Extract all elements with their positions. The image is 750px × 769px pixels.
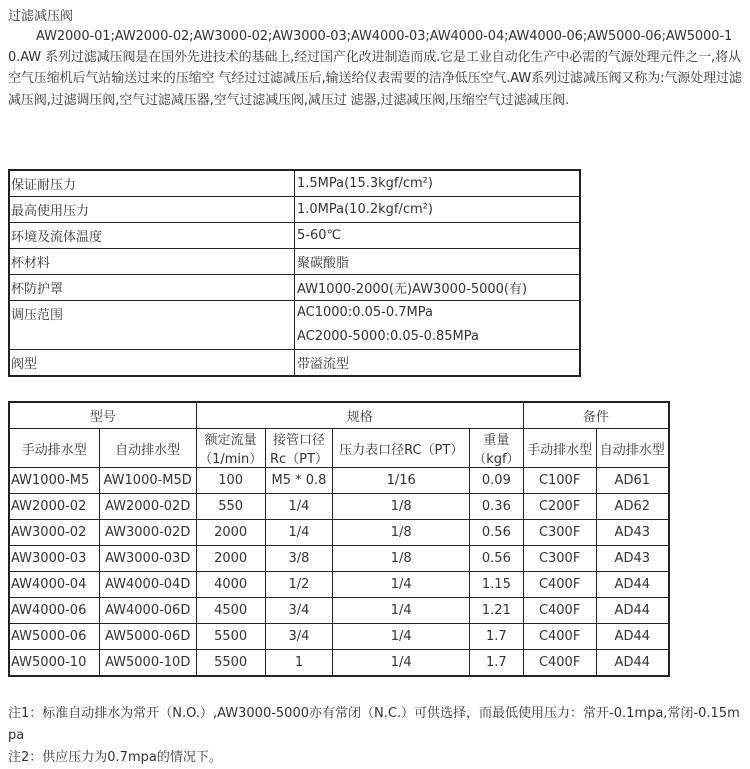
acc-manual-cell: C100F: [523, 468, 596, 494]
spec-value-line: AC1000:0.05-0.7MPa: [297, 305, 433, 320]
acc-auto-header: 自动排水型: [596, 429, 669, 468]
spec-value: [295, 301, 581, 350]
manual-model-cell: AW3000-02: [9, 520, 99, 546]
port-cell: 3/8: [265, 546, 333, 572]
spec-value: 5-60℃: [295, 223, 581, 249]
flow-cell: 2000: [196, 546, 265, 572]
weight-cell: 0.09: [470, 468, 524, 494]
acc-manual-cell: C400F: [523, 624, 596, 650]
table-row: [9, 598, 669, 624]
weight-cell: 1.7: [470, 650, 524, 677]
manual-model-cell: AW5000-06: [9, 624, 99, 650]
spec-value: 带溢流型: [295, 350, 581, 377]
manual-model-cell: AW2000-02: [9, 494, 99, 520]
table-row: [9, 494, 669, 520]
gauge-cell: 1/16: [333, 468, 470, 494]
flow-cell: 5500: [196, 624, 265, 650]
flow-cell: 550: [196, 494, 265, 520]
port-cell: 1/4: [265, 494, 333, 520]
weight-cell: 0.56: [470, 546, 524, 572]
accessory-header: 备件: [523, 402, 669, 429]
auto-model-cell: AW4000-06D: [99, 598, 196, 624]
spec-value: 聚碳酸脂: [295, 249, 581, 275]
manual-model-cell: AW4000-06: [9, 598, 99, 624]
spec-row: [9, 275, 580, 301]
page-title: 过滤减压阀: [8, 9, 74, 24]
auto-model-cell: AW5000-10D: [99, 650, 196, 677]
note-2: 注2：供应压力为0.7mpa的情况下。: [8, 750, 222, 765]
model-rows: [9, 468, 669, 677]
gauge-cell: 1/4: [333, 572, 470, 598]
acc-manual-cell: C300F: [523, 520, 596, 546]
port-header: [265, 429, 333, 468]
acc-manual-cell: C300F: [523, 546, 596, 572]
acc-manual-cell: C400F: [523, 598, 596, 624]
flow-cell: 5500: [196, 650, 265, 677]
acc-auto-cell: AD61: [596, 468, 669, 494]
table-row: [9, 468, 669, 494]
gauge-cell: 1/8: [333, 546, 470, 572]
weight-unit: （kgf）: [473, 452, 520, 467]
weight-cell: 1.21: [470, 598, 524, 624]
gauge-cell: 1/8: [333, 494, 470, 520]
acc-auto-cell: AD44: [596, 572, 669, 598]
intro-paragraph: AW2000-01;AW2000-02;AW3000-02;AW3000-03;AW4000-03;AW4000-04;AW4000-06;AW5000-06;AW5000-10.AW 系列过滤减压阀是在国外先进技术的基础上,经过国产化改进制造而成.它是工业自动化生产中必需的气源处理元件之一,将从空气压缩机后气站输送过来的压缩空 气经过过滤减压后,输送给仪表需要的洁净低压空气.AW系列过滤减压阀又称为:气源处理过滤减压阀,过滤调压阀,空气过滤减压器,空气过滤减压阀,减压过 滤器,过滤减压阀,压缩空气过滤减压阀.: [8, 29, 742, 108]
gauge-cell: 1/8: [333, 520, 470, 546]
notes: [8, 703, 746, 769]
rated-flow-label: 额定流量: [204, 433, 257, 448]
auto-model-cell: AW1000-M5D: [99, 468, 196, 494]
spec-label: 保证耐压力: [9, 170, 295, 197]
port-cell: 3/4: [265, 598, 333, 624]
manual-model-cell: AW4000-04: [9, 572, 99, 598]
rated-flow-header: [196, 429, 265, 468]
table-row: [9, 650, 669, 677]
spec-label: 调压范围: [9, 301, 295, 350]
auto-model-cell: AW4000-04D: [99, 572, 196, 598]
flow-cell: 2000: [196, 520, 265, 546]
spec-row: [9, 197, 580, 223]
spec-row: [9, 223, 580, 249]
acc-manual-header: 手动排水型: [523, 429, 596, 468]
spec-table: [8, 169, 581, 377]
acc-auto-cell: AD62: [596, 494, 669, 520]
gauge-cell: 1/4: [333, 624, 470, 650]
weight-cell: 1.7: [470, 624, 524, 650]
gauge-cell: 1/4: [333, 598, 470, 624]
spec-label: 最高使用压力: [9, 197, 295, 223]
weight-label: 重量: [483, 433, 510, 448]
auto-model-cell: AW3000-02D: [99, 520, 196, 546]
table-row: [9, 624, 669, 650]
spec-value: 1.0MPa(10.2kgf/cm²): [295, 197, 581, 223]
table-row: [9, 546, 669, 572]
acc-auto-cell: AD44: [596, 650, 669, 677]
rated-flow-unit: （1/min）: [199, 452, 263, 467]
gauge-port-header: 压力表口径RC（PT）: [333, 429, 470, 468]
port-cell: 1/4: [265, 520, 333, 546]
spec-label: 杯防护罩: [9, 275, 295, 301]
spec-row: [9, 350, 580, 377]
spec-label: 环境及流体温度: [9, 223, 295, 249]
spec-label: 杯材料: [9, 249, 295, 275]
acc-manual-cell: C200F: [523, 494, 596, 520]
spec-row: [9, 170, 580, 197]
acc-auto-cell: AD44: [596, 624, 669, 650]
spec-value: AW1000-2000(无)AW3000-5000(有): [295, 275, 581, 301]
weight-header: [470, 429, 524, 468]
spec-row: [9, 249, 580, 275]
manual-model-cell: AW5000-10: [9, 650, 99, 677]
acc-manual-cell: C400F: [523, 650, 596, 677]
port-cell: M5 * 0.8: [265, 468, 333, 494]
spec-value-line: AC2000-5000:0.05-0.85MPa: [297, 329, 479, 344]
acc-manual-cell: C400F: [523, 572, 596, 598]
port-label: 接管口径: [272, 433, 325, 448]
spec-header: 规格: [196, 402, 523, 429]
port-cell: 3/4: [265, 624, 333, 650]
acc-auto-cell: AD43: [596, 520, 669, 546]
header-row: [9, 402, 669, 429]
auto-model-cell: AW5000-06D: [99, 624, 196, 650]
spec-label: 阀型: [9, 350, 295, 377]
model-header: 型号: [9, 402, 196, 429]
table-row: [9, 572, 669, 598]
spec-value: 1.5MPa(15.3kgf/cm²): [295, 170, 581, 197]
weight-cell: 0.56: [470, 520, 524, 546]
table-row: [9, 520, 669, 546]
manual-drain-header: 手动排水型: [9, 429, 99, 468]
auto-model-cell: AW2000-02D: [99, 494, 196, 520]
note-1: 注1：标准自动排水为常开（N.O.）,AW3000-5000亦有常闭（N.C.）可供选择，而最低使用压力：常开-0.1mpa,常闭-0.15mpa: [8, 706, 740, 743]
flow-cell: 4500: [196, 598, 265, 624]
manual-model-cell: AW3000-03: [9, 546, 99, 572]
flow-cell: 100: [196, 468, 265, 494]
acc-auto-cell: AD44: [596, 598, 669, 624]
weight-cell: 1.15: [470, 572, 524, 598]
port-unit: Rc（PT）: [270, 452, 328, 467]
model-table: [8, 401, 670, 677]
auto-model-cell: AW3000-03D: [99, 546, 196, 572]
manual-model-cell: AW1000-M5: [9, 468, 99, 494]
spec-row: [9, 301, 580, 350]
flow-cell: 4000: [196, 572, 265, 598]
port-cell: 1/2: [265, 572, 333, 598]
port-cell: 1: [265, 650, 333, 677]
auto-drain-header: 自动排水型: [99, 429, 196, 468]
gauge-cell: 1/4: [333, 650, 470, 677]
weight-cell: 0.36: [470, 494, 524, 520]
acc-auto-cell: AD43: [596, 546, 669, 572]
